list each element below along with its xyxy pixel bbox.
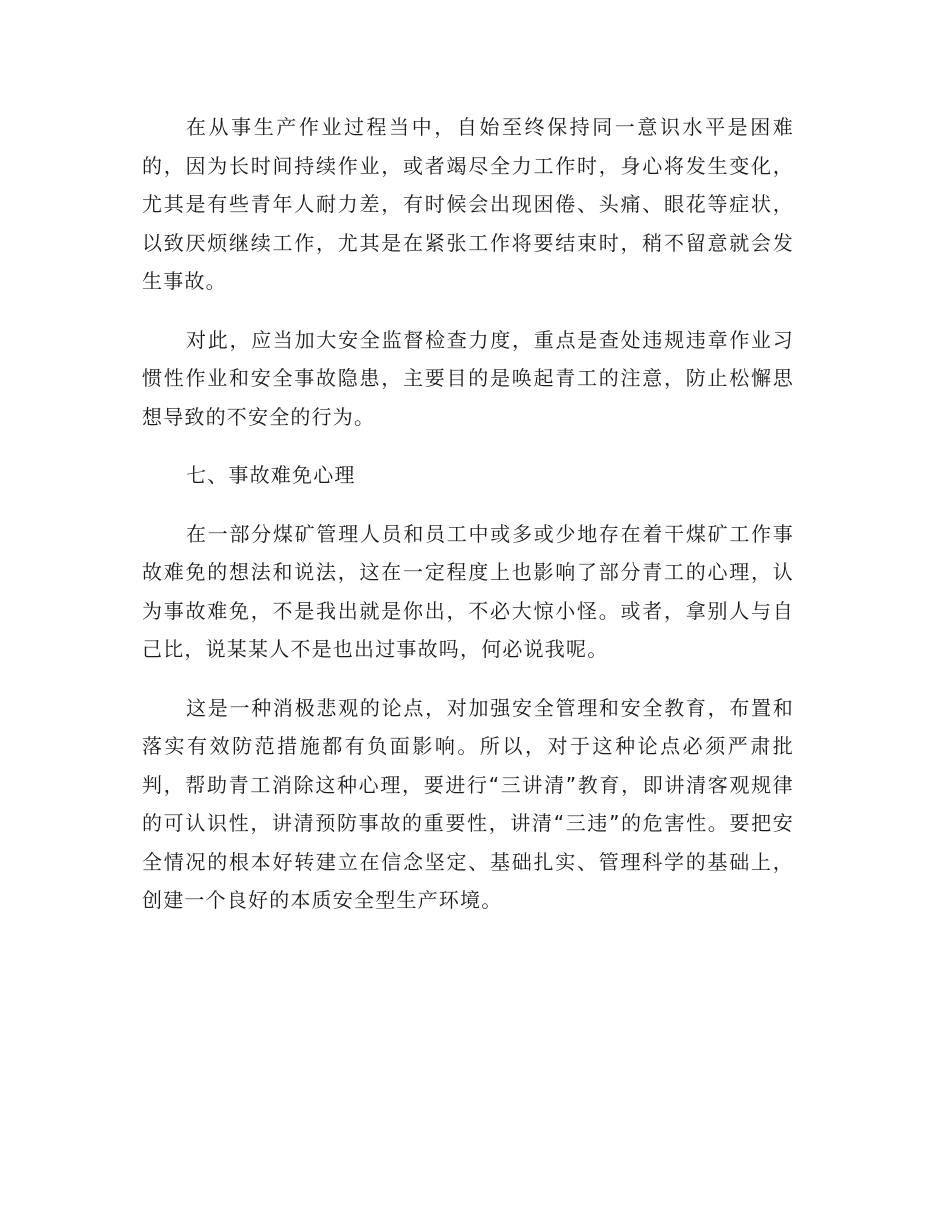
section-heading: 七、事故难免心理: [186, 463, 356, 487]
paragraph-supervision: 对此，应当加大安全监督检查力度，重点是查处违规违章作业习惯性作业和安全事故隐患，主要目的是唤起青工的注意，防止松懈思想导致的不安全的行为。: [142, 327, 794, 429]
paragraph-fatigue: 在从事生产作业过程当中，自始至终保持同一意识水平是困难的，因为长时间持续作业，或者竭尽全力工作时，身心将发生变化，尤其是有些青年人耐力差，有时候会出现困倦、头痛、眼花等症状，以致厌烦继续工作，尤其是在紧张工作将要结束时，稍不留意就会发生事故。: [142, 115, 794, 293]
paragraph-education: 这是一种消极悲观的论点，对加强安全管理和安全教育，布置和落实有效防范措施都有负面影响。所以，对于这种论点必须严肃批判，帮助青工消除这种心理，要进行“三讲清”教育，即讲清客观规律的可认识性，讲清预防事故的重要性，讲清“三违”的危害性。要把安全情况的根本好转建立在信念坚定、基础扎实、管理科学的基础上，创建一个良好的本质安全型生产环境。: [142, 695, 794, 912]
paragraph-inevitability: 在一部分煤矿管理人员和员工中或多或少地存在着干煤矿工作事故难免的想法和说法，这在一定程度上也影响了部分青工的心理，认为事故难免，不是我出就是你出，不必大惊小怪。或者，拿别人与自己比，说某某人不是也出过事故吗，何必说我呢。: [142, 521, 794, 661]
document-body: [142, 108, 794, 940]
